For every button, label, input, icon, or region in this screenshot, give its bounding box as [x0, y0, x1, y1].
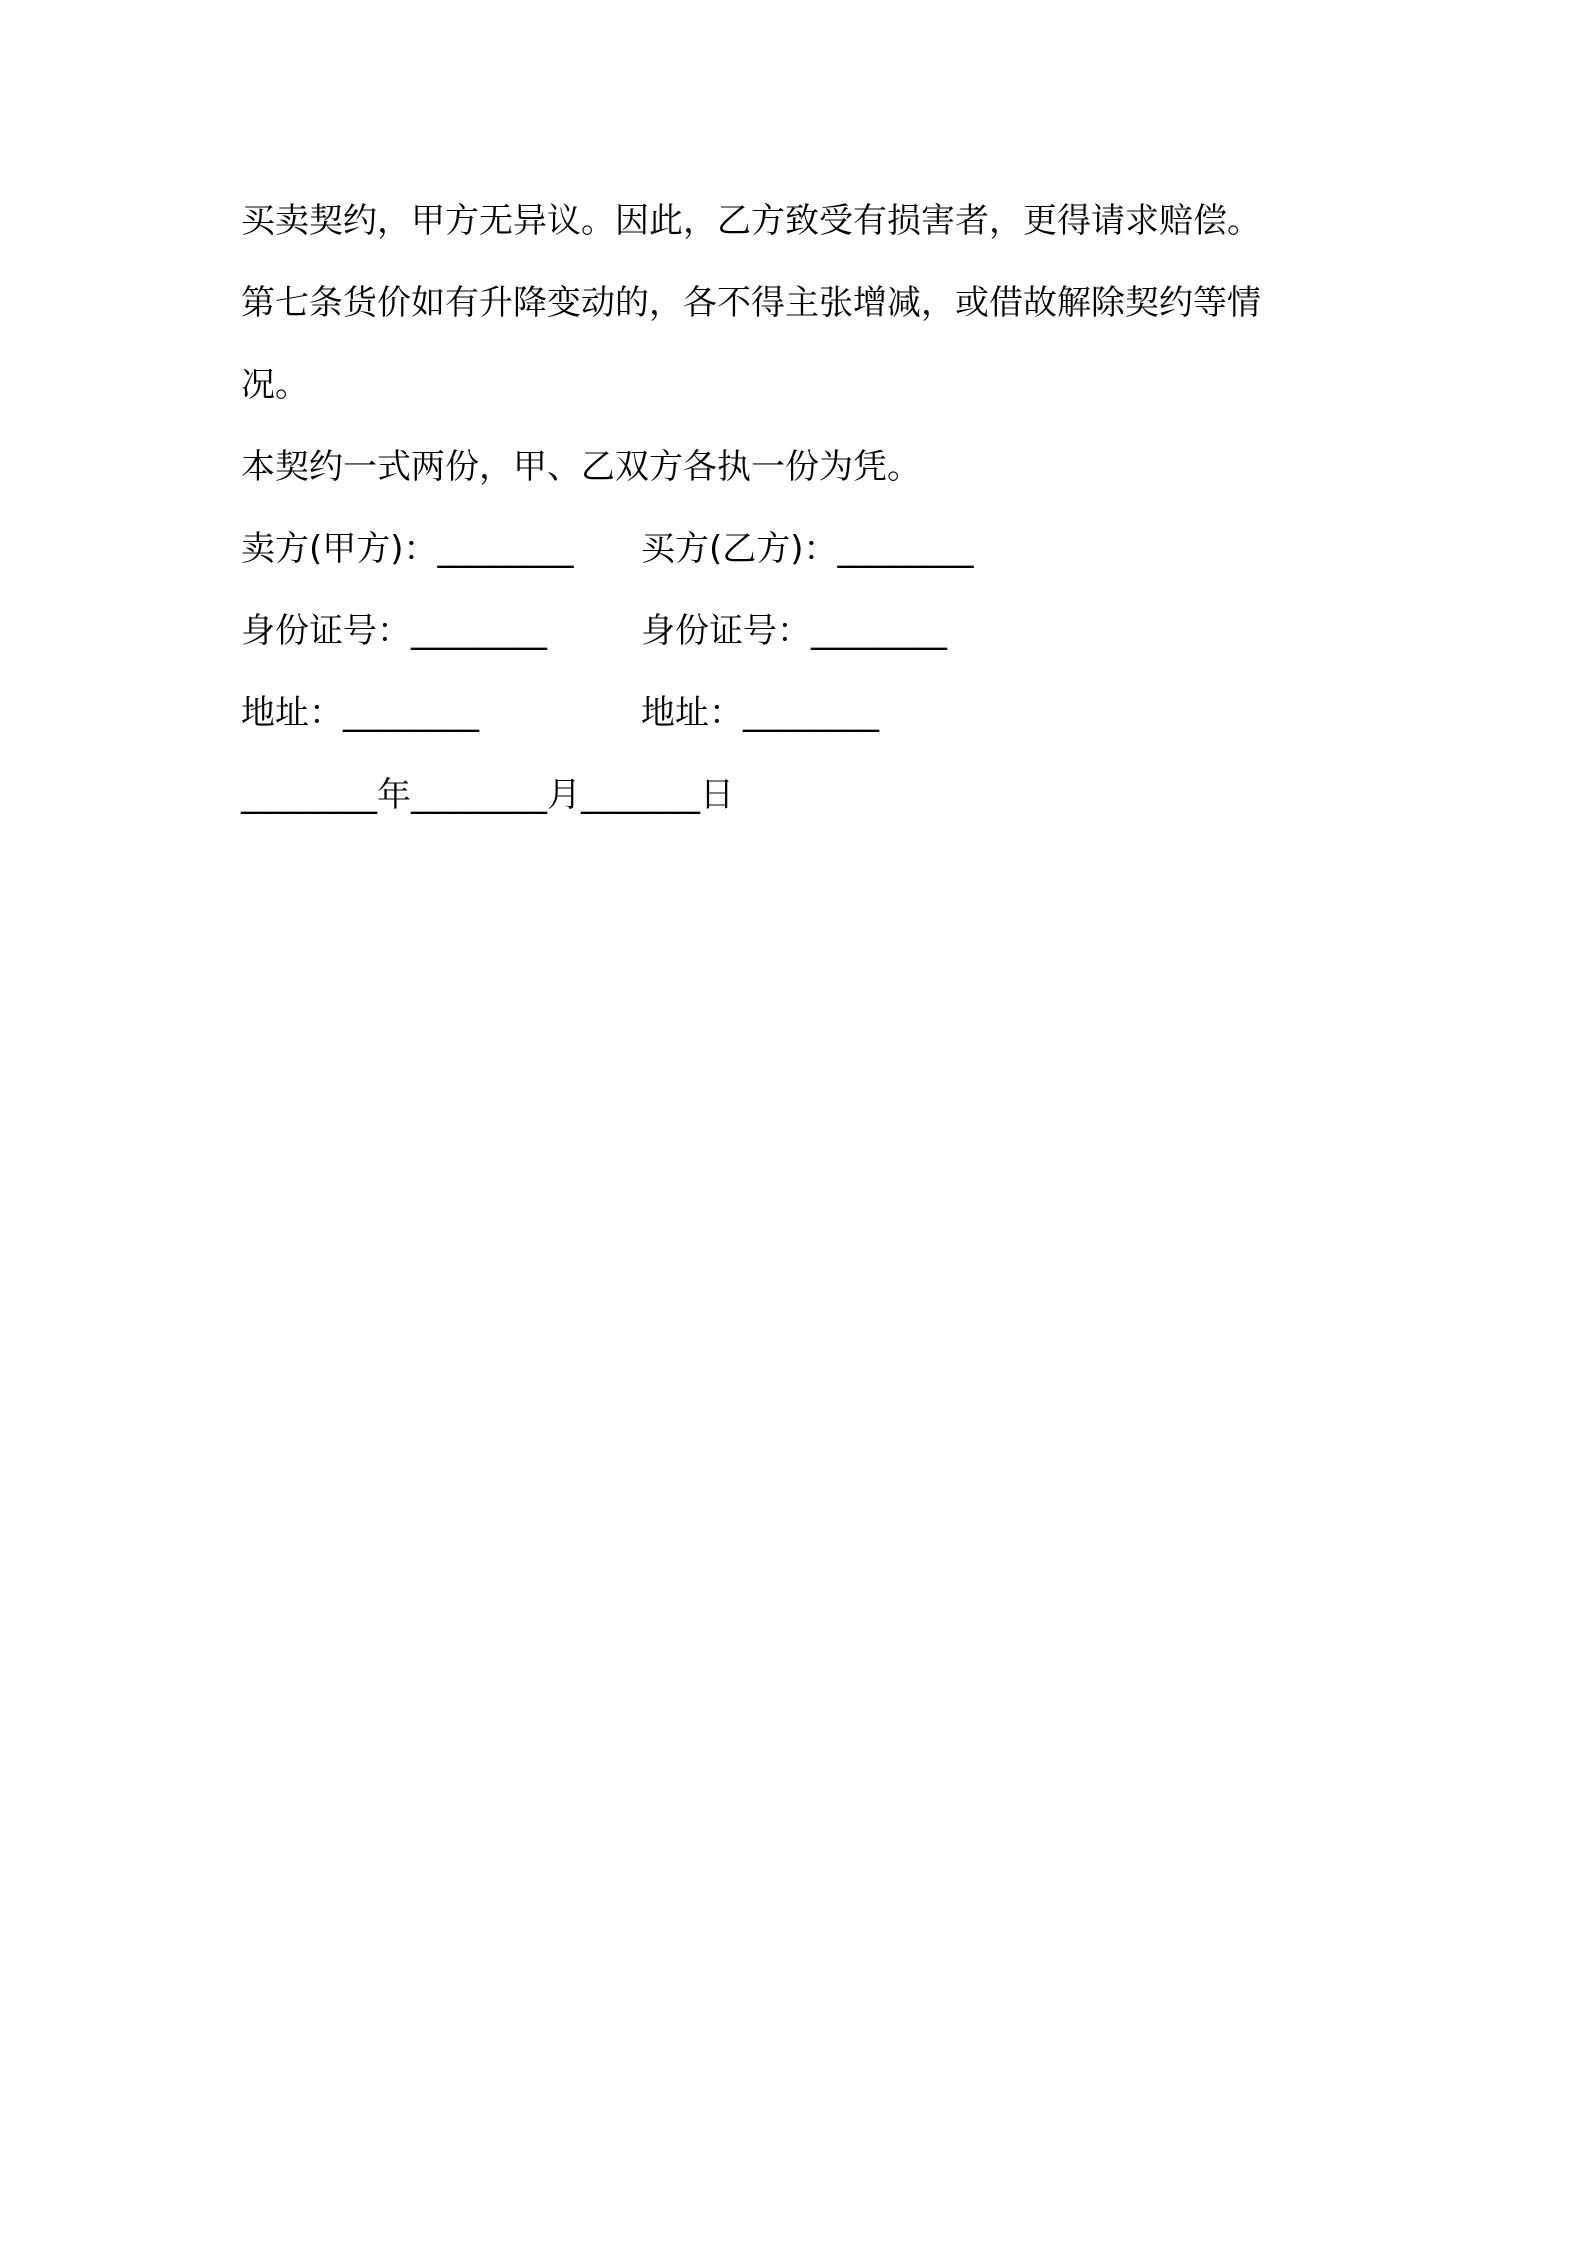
paragraph-copies: 本契约一式两份，甲、乙双方各执一份为凭。 — [241, 447, 921, 487]
buyer-address-field: 地址：________ — [641, 693, 879, 733]
buyer-id-field: 身份证号：________ — [641, 611, 947, 651]
article-seven-line-1: 第七条货价如有升降变动的，各不得主张增减，或借故解除契约等情 — [241, 283, 1261, 323]
article-seven-line-2: 况。 — [241, 365, 309, 405]
date-field: ________年________月_______日 — [241, 775, 734, 815]
signature-row-address — [241, 692, 1361, 734]
seller-signature-field: 卖方(甲方)：________ — [241, 529, 574, 569]
signature-row-id — [241, 610, 1361, 652]
seller-id-field: 身份证号：________ — [241, 611, 547, 651]
paragraph-compensation: 买卖契约，甲方无异议。因此，乙方致受有损害者，更得请求赔偿。 — [241, 201, 1261, 241]
document-body — [241, 200, 1361, 816]
seller-address-field: 地址：________ — [241, 693, 479, 733]
signature-row-parties — [241, 528, 1361, 570]
buyer-signature-field: 买方(乙方)：________ — [641, 529, 974, 569]
